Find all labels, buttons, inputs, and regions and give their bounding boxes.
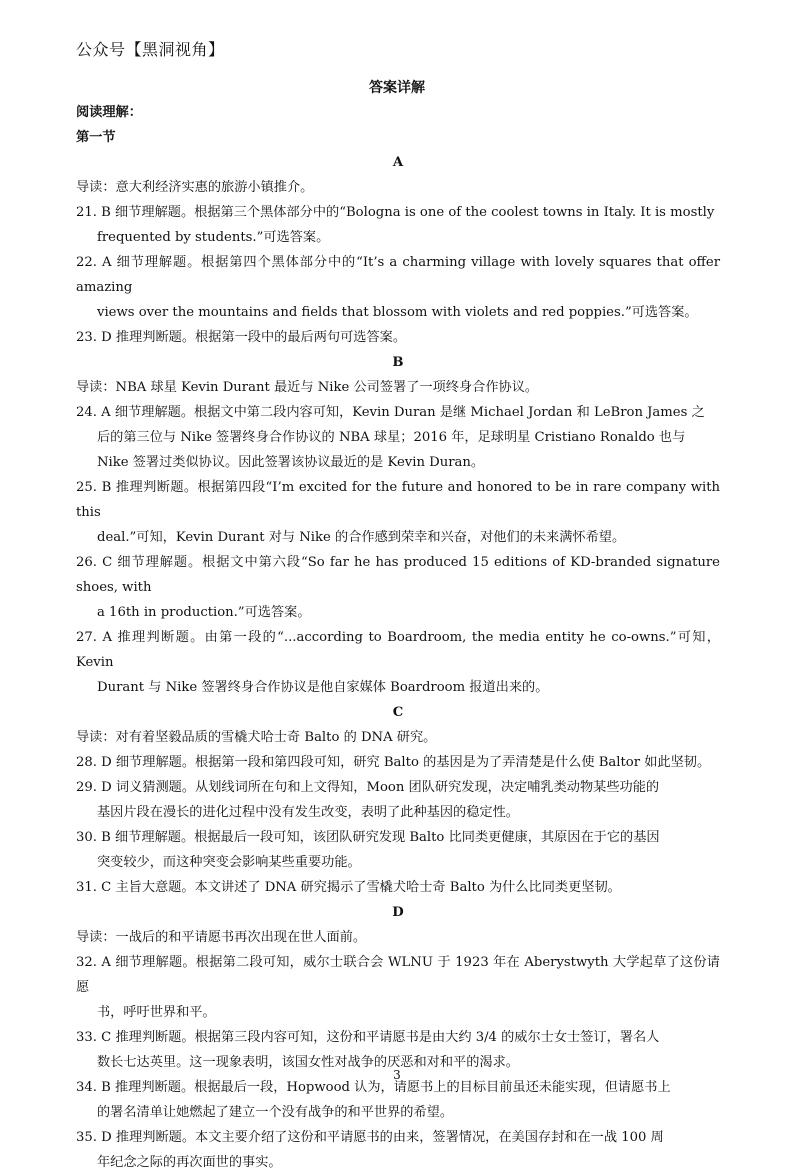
answer-continuation: 基因片段在漫长的进化过程中没有发生改变，表明了此种基因的稳定性。 [97, 805, 519, 820]
answer-continuation: Nike 签署过类似协议。因此签署该协议最近的是 Kevin Duran。 [97, 455, 485, 470]
answer-continuation: 数长七达英里。这一现象表明，该国女性对战争的厌恶和对和平的渴求。 [97, 1055, 519, 1070]
answer-continuation: Durant 与 Nike 签署终身合作协议是他自家媒体 Boardroom 报道出来的。 [97, 680, 549, 695]
answer-continuation: views over the mountains and fields that blossom with violets and red poppies.”可选答案。 [97, 305, 698, 320]
answer-text: 25. B 推理判断题。根据第四段“I’m excited for the future and honored to be in rare company with this [76, 480, 720, 520]
answer-item [76, 250, 720, 325]
answer-item [76, 1075, 720, 1125]
answer-groups [76, 150, 720, 1175]
answer-text: 21. B 细节理解题。根据第三个黑体部分中的“Bologna is one of the coolest towns in Italy. It is mostly [76, 205, 715, 220]
passage-guide: 导读：一战后的和平请愿书再次出现在世人面前。 [76, 930, 367, 945]
answer-text: 23. D 推理判断题。根据第一段中的最后两句可选答案。 [76, 330, 407, 345]
answer-text: 34. B 推理判断题。根据最后一段，Hopwood 认为，请愿书上的目标目前虽还未能实现，但请愿书上 [76, 1080, 671, 1095]
passage-letter: B [392, 355, 404, 370]
answer-text: 27. A 推理判断题。由第一段的“...according to Boardroom, the media entity he co-owns.”可知，Kevin [76, 630, 720, 670]
answer-continuation: 的署名清单让她燃起了建立一个没有战争的和平世界的希望。 [97, 1105, 454, 1120]
page-title: 答案详解 [369, 80, 425, 96]
part-heading: 阅读理解： [76, 105, 142, 120]
answer-text: 30. B 细节理解题。根据最后一段可知，该团队研究发现 Balto 比同类更健康，其原因在于它的基因 [76, 830, 660, 845]
answer-item [76, 550, 720, 625]
answer-text: 31. C 主旨大意题。本文讲述了 DNA 研究揭示了雪橇犬哈士奇 Balto 为什么比同类更坚韧。 [76, 880, 621, 895]
answer-continuation: 后的第三位与 Nike 签署终身合作协议的 NBA 球星；2016 年，足球明星 Cristiano Ronaldo 也与 [97, 430, 686, 445]
passage-letter: C [392, 705, 404, 720]
section-heading: 第一节 [76, 130, 116, 145]
answer-text: 22. A 细节理解题。根据第四个黑体部分中的“It’s a charming village with lovely squares that offer amazing [76, 255, 720, 295]
answer-continuation: frequented by students.”可选答案。 [97, 230, 330, 245]
answer-text: 24. A 细节理解题。根据文中第二段内容可知，Kevin Duran 是继 Michael Jordan 和 LeBron James 之 [76, 405, 705, 420]
answer-item [76, 750, 720, 775]
answer-continuation: 书，呼吁世界和平。 [97, 1005, 216, 1020]
answer-continuation: a 16th in production.”可选答案。 [97, 605, 311, 620]
watermark-header: 公众号【黑洞视角】 [76, 40, 225, 59]
answer-continuation: deal.”可知，Kevin Durant 对与 Nike 的合作感到荣幸和兴奋，对他们的未来满怀希望。 [97, 530, 626, 545]
answer-item [76, 775, 720, 825]
answer-text: 29. D 词义猜测题。从划线词所在句和上文得知，Moon 团队研究发现，决定哺乳类动物某些功能的 [76, 780, 660, 795]
answer-item [76, 475, 720, 550]
answer-text: 35. D 推理判断题。本文主要介绍了这份和平请愿书的由来，签署情况，在美国存封和在一战 100 周 [76, 1130, 664, 1145]
passage-letter: D [392, 905, 404, 920]
answer-item [76, 875, 720, 900]
answer-item [76, 625, 720, 700]
answer-item [76, 200, 720, 250]
answer-item [76, 325, 720, 350]
page-number: 3 [393, 1068, 401, 1082]
answer-item [76, 400, 720, 475]
answer-text: 32. A 细节理解题。根据第二段可知，威尔士联合会 WLNU 于 1923 年在 Aberystwyth 大学起草了这份请愿 [76, 955, 720, 995]
answer-text: 26. C 细节理解题。根据文中第六段“So far he has produced 15 editions of KD-branded signature shoes, with [76, 555, 720, 595]
answer-continuation: 年纪念之际的再次面世的事实。 [97, 1155, 282, 1170]
passage-guide: 导读：意大利经济实惠的旅游小镇推介。 [76, 180, 314, 195]
passage-letter: A [392, 155, 404, 170]
answer-continuation: 突变较少，而这种突变会影响某些重要功能。 [97, 855, 361, 870]
answer-text: 33. C 推理判断题。根据第三段内容可知，这份和平请愿书是由大约 3/4 的威尔士女士签订，署名人 [76, 1030, 660, 1045]
answer-item [76, 950, 720, 1025]
answer-content [76, 100, 720, 1175]
answer-item [76, 825, 720, 875]
answer-text: 28. D 细节理解题。根据第一段和第四段可知，研究 Balto 的基因是为了弄清楚是什么使 Baltor 如此坚韧。 [76, 755, 711, 770]
passage-guide: 导读：NBA 球星 Kevin Durant 最近与 Nike 公司签署了一项终身合作协议。 [76, 380, 539, 395]
answer-item [76, 1125, 720, 1175]
passage-guide: 导读：对有着坚毅品质的雪橇犬哈士奇 Balto 的 DNA 研究。 [76, 730, 437, 745]
